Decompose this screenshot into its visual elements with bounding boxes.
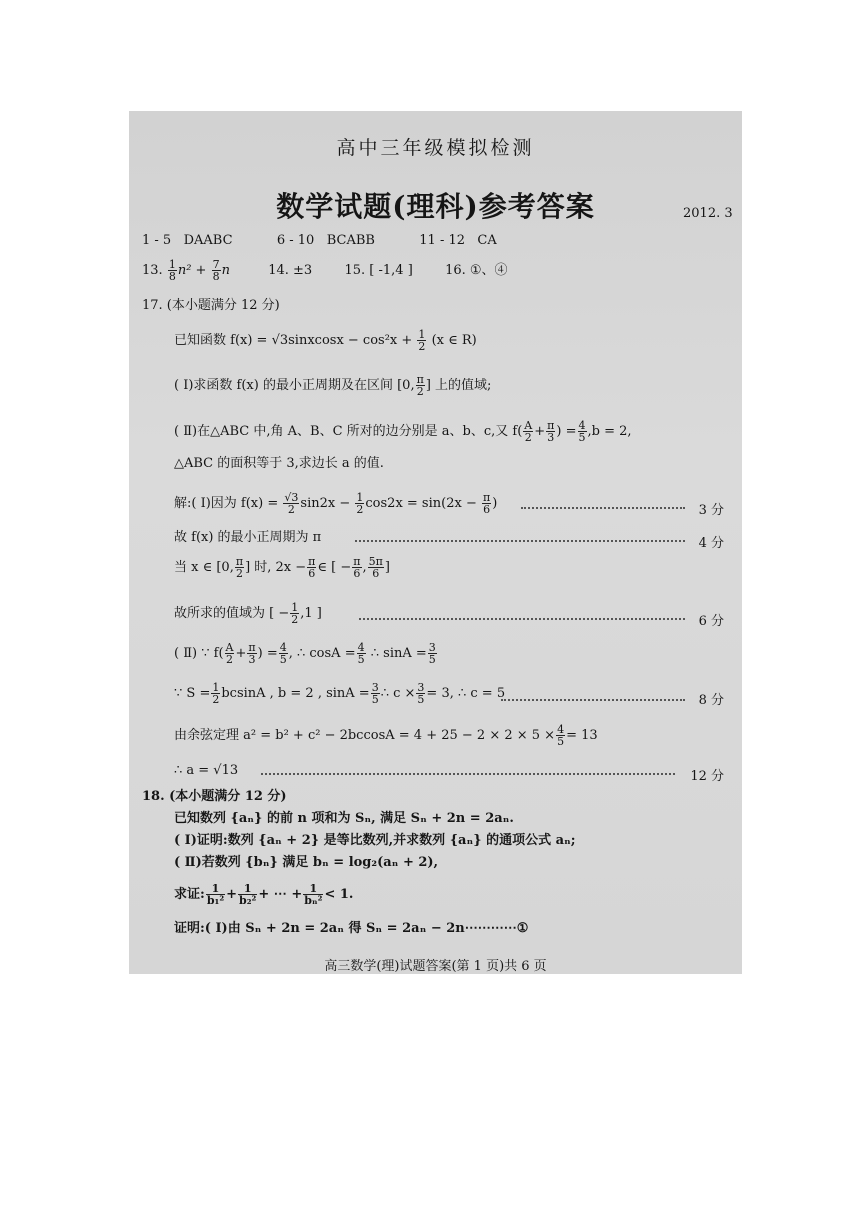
q17-solution-8: ∴ a = √13 bbox=[174, 763, 239, 778]
leader-dots bbox=[521, 507, 685, 509]
choice-range-2: 6 - 10 bbox=[276, 233, 315, 248]
q17-solution-1 bbox=[174, 491, 497, 517]
fill-answers bbox=[142, 259, 508, 283]
denominator: 6 bbox=[353, 567, 361, 580]
q17-part2-tail: ,b = 2, bbox=[587, 424, 632, 439]
fraction bbox=[371, 682, 380, 705]
q16-answer: 16. ①、④ bbox=[445, 263, 508, 278]
fraction bbox=[546, 420, 555, 443]
q17-part1 bbox=[174, 374, 491, 398]
denominator: 5 bbox=[279, 653, 287, 666]
numerator: π bbox=[353, 555, 361, 568]
q14-answer: 14. ±3 bbox=[268, 263, 313, 278]
solution-text: ] bbox=[384, 560, 390, 575]
q17-part2-line2: △ABC 的面积等于 3,求边长 a 的值. bbox=[174, 456, 384, 471]
fraction bbox=[168, 259, 177, 282]
denominator: 2 bbox=[212, 693, 220, 706]
numerator: 1 bbox=[212, 681, 220, 694]
fraction bbox=[416, 682, 425, 705]
fraction bbox=[235, 556, 244, 579]
denominator: 2 bbox=[524, 431, 532, 444]
solution-text: ∵ S = bbox=[174, 686, 211, 701]
solution-text: ∈ [ − bbox=[317, 560, 352, 575]
fraction bbox=[482, 492, 491, 515]
fraction bbox=[211, 682, 220, 705]
fraction bbox=[556, 724, 565, 747]
solution-text: , ∴ cosA = bbox=[288, 646, 356, 661]
denominator: 2 bbox=[416, 385, 424, 398]
fraction bbox=[416, 374, 425, 397]
numerator: π bbox=[235, 555, 244, 568]
q17-solution-7 bbox=[174, 723, 598, 749]
numerator: 3 bbox=[428, 641, 436, 654]
score-mark: 3 分 bbox=[698, 503, 724, 518]
numerator: 4 bbox=[578, 419, 586, 432]
fraction bbox=[238, 883, 257, 906]
q13-label: 13. bbox=[142, 263, 163, 278]
score-mark: 4 分 bbox=[698, 536, 724, 551]
denominator: 5 bbox=[578, 431, 586, 444]
denominator: bₙ² bbox=[304, 894, 323, 907]
denominator: 3 bbox=[547, 431, 555, 444]
solution-text: 求证: bbox=[174, 887, 205, 902]
numerator: 1 bbox=[418, 328, 426, 341]
q17-part2 bbox=[174, 420, 632, 444]
scanned-answer-sheet bbox=[129, 111, 742, 974]
denominator: 8 bbox=[168, 270, 176, 283]
q17-heading: 17. (本小题满分 12 分) bbox=[142, 298, 280, 313]
numerator: 1 bbox=[238, 883, 257, 895]
q18-line2: ( Ⅰ)证明:数列 {aₙ + 2} 是等比数列,并求数列 {aₙ} 的通项公式 aₙ; bbox=[174, 833, 576, 848]
denominator: 2 bbox=[291, 613, 299, 626]
solution-text: = 13 bbox=[566, 728, 598, 743]
solution-text: 当 x ∈ [0, bbox=[174, 560, 234, 575]
q18-line5: 证明:( Ⅰ)由 Sₙ + 2n = 2aₙ 得 Sₙ = 2aₙ − 2n⋯⋯⋯⋯① bbox=[174, 921, 529, 936]
numerator: A bbox=[524, 419, 533, 432]
denominator: 2 bbox=[235, 567, 243, 580]
solution-text: ] 时, 2x − bbox=[245, 560, 307, 575]
q17-domain: (x ∈ R) bbox=[431, 333, 477, 348]
q18-heading: 18. (本小题满分 12 分) bbox=[142, 789, 287, 804]
solution-text: 故所求的值域为 [ − bbox=[174, 606, 290, 621]
numerator: 7 bbox=[212, 258, 220, 271]
denominator: 6 bbox=[308, 567, 316, 580]
solution-text: 由余弦定理 a² = b² + c² − 2bccosA = 4 + 25 − 2 × 2 × 5 × bbox=[174, 728, 556, 743]
numerator: 3 bbox=[417, 681, 425, 694]
denominator: 5 bbox=[371, 693, 379, 706]
denominator: 6 bbox=[483, 503, 491, 516]
fraction bbox=[357, 642, 366, 665]
q13-var: n bbox=[221, 263, 230, 278]
fraction bbox=[283, 492, 299, 515]
numerator: π bbox=[416, 373, 424, 386]
q17-given bbox=[174, 329, 477, 353]
fraction bbox=[212, 259, 221, 282]
solution-text: ∴ sinA = bbox=[370, 646, 427, 661]
choice-answers-3: CA bbox=[477, 233, 497, 248]
q18-line3: ( Ⅱ)若数列 {bₙ} 满足 bₙ = log₂(aₙ + 2), bbox=[174, 855, 439, 870]
plus-sign: + bbox=[226, 887, 238, 902]
fraction bbox=[279, 642, 288, 665]
numerator: 1 bbox=[206, 883, 225, 895]
q17-given-text: 已知函数 f(x) = √3sinxcosx − cos²x + bbox=[174, 333, 413, 348]
fraction bbox=[290, 602, 299, 625]
score-mark: 12 分 bbox=[690, 769, 724, 784]
numerator: π bbox=[308, 555, 316, 568]
solution-text: = 3, ∴ c = 5 bbox=[426, 686, 506, 701]
q17-part1-text: ( Ⅰ)求函数 f(x) 的最小正周期及在区间 [0, bbox=[174, 378, 415, 393]
plus-sign: + bbox=[235, 646, 247, 661]
numerator: 4 bbox=[357, 641, 365, 654]
fraction bbox=[417, 329, 426, 352]
denominator: 2 bbox=[226, 653, 233, 666]
fraction bbox=[307, 556, 316, 579]
denominator: 6 bbox=[372, 567, 380, 580]
page-footer: 高三数学(理)试题答案(第 1 页)共 6 页 bbox=[324, 959, 547, 974]
score-mark: 8 分 bbox=[698, 693, 724, 708]
fraction bbox=[352, 556, 361, 579]
exam-header: 高中三年级模拟检测 bbox=[336, 137, 535, 159]
numerator: 4 bbox=[557, 723, 565, 736]
fraction bbox=[206, 883, 225, 906]
denominator: 5 bbox=[417, 693, 425, 706]
numerator: √3 bbox=[284, 491, 299, 504]
solution-text: 解:( Ⅰ)因为 f(x) = bbox=[174, 496, 279, 511]
solution-text: ) = bbox=[257, 646, 278, 661]
solution-text: ∴ c × bbox=[380, 686, 416, 701]
solution-text: sin2x − bbox=[300, 496, 351, 511]
choice-answers-2: BCABB bbox=[326, 233, 375, 248]
leader-dots bbox=[501, 699, 685, 701]
solution-text: ( Ⅱ) ∵ f( bbox=[174, 646, 224, 661]
denominator: 2 bbox=[287, 503, 295, 516]
q17-solution-2: 故 f(x) 的最小正周期为 π bbox=[174, 530, 322, 545]
choice-answers bbox=[142, 233, 497, 249]
solution-text: cos2x = sin(2x − bbox=[365, 496, 477, 511]
solution-text: + ⋯ + bbox=[258, 887, 303, 902]
q15-answer: 15. [ -1,4 ] bbox=[344, 263, 413, 278]
page-title: 数学试题(理科)参考答案 bbox=[276, 190, 595, 223]
solution-text: < 1. bbox=[324, 887, 354, 902]
numerator: 1 bbox=[291, 601, 299, 614]
solution-text: , bbox=[362, 560, 367, 575]
numerator: A bbox=[225, 641, 234, 654]
fraction bbox=[355, 492, 364, 515]
numerator: 5π bbox=[368, 555, 383, 568]
q18-line1: 已知数列 {aₙ} 的前 n 项和为 Sₙ, 满足 Sₙ + 2n = 2aₙ. bbox=[174, 811, 514, 826]
leader-dots bbox=[355, 540, 685, 542]
leader-dots bbox=[261, 773, 675, 775]
denominator: 5 bbox=[557, 735, 565, 748]
q18-line4 bbox=[174, 881, 353, 909]
fraction bbox=[303, 883, 323, 906]
solution-text: ,1 ] bbox=[300, 606, 322, 621]
q17-part1-tail: ] 上的值域; bbox=[425, 378, 492, 393]
numerator: π bbox=[482, 491, 491, 504]
numerator: 1 bbox=[303, 883, 323, 895]
equals-sign: ) = bbox=[556, 424, 577, 439]
q13-term: n² + bbox=[177, 263, 207, 278]
solution-text: ) bbox=[492, 496, 498, 511]
solution-text: bcsinA , b = 2 , sinA = bbox=[221, 686, 370, 701]
denominator: 3 bbox=[248, 653, 256, 666]
denominator: 2 bbox=[418, 340, 426, 353]
plus-sign: + bbox=[534, 424, 546, 439]
fraction bbox=[523, 420, 533, 443]
numerator: π bbox=[547, 419, 555, 432]
q17-solution-3 bbox=[174, 555, 390, 581]
numerator: 1 bbox=[356, 491, 364, 504]
choice-range-1: 1 - 5 bbox=[142, 233, 172, 248]
denominator: b₁² bbox=[206, 894, 225, 907]
denominator: 5 bbox=[357, 653, 365, 666]
denominator: 2 bbox=[356, 503, 364, 516]
choice-answers-1: DAABC bbox=[183, 233, 233, 248]
q17-solution-4 bbox=[174, 601, 322, 627]
fraction bbox=[428, 642, 437, 665]
choice-range-3: 11 - 12 bbox=[419, 233, 466, 248]
score-mark: 6 分 bbox=[698, 614, 724, 629]
numerator: π bbox=[248, 641, 256, 654]
numerator: 1 bbox=[168, 258, 176, 271]
q17-solution-6 bbox=[174, 681, 505, 707]
denominator: b₂² bbox=[239, 894, 257, 907]
q17-solution-5 bbox=[174, 641, 438, 667]
leader-dots bbox=[359, 618, 685, 620]
exam-date: 2012. 3 bbox=[683, 206, 733, 221]
fraction bbox=[225, 642, 235, 665]
denominator: 5 bbox=[428, 653, 436, 666]
fraction bbox=[578, 420, 587, 443]
numerator: 4 bbox=[279, 641, 287, 654]
fraction bbox=[368, 556, 384, 579]
numerator: 3 bbox=[371, 681, 379, 694]
denominator: 8 bbox=[212, 270, 220, 283]
fraction bbox=[247, 642, 256, 665]
q17-part2-text: ( Ⅱ)在△ABC 中,角 A、B、C 所对的边分别是 a、b、c,又 f( bbox=[174, 424, 523, 439]
